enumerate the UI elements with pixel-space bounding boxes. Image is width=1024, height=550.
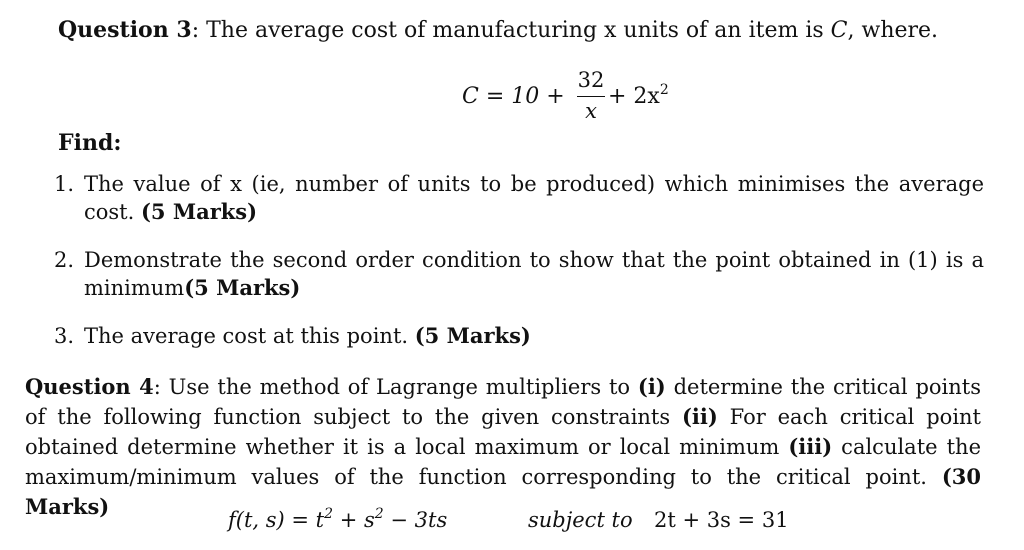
cost-equation-lhs: C = 10 + xyxy=(462,84,565,109)
question-4-text-a: : Use the method of Lagrange multipliers to xyxy=(153,375,638,399)
cost-equation-rhs xyxy=(608,84,669,109)
question-3 xyxy=(58,14,988,47)
objective-function-c: − 3ts xyxy=(383,508,448,532)
question-3-intro-end: , where. xyxy=(847,18,939,43)
item-marks: (5 Marks) xyxy=(140,199,258,224)
item-text xyxy=(84,170,984,226)
fraction-denominator: x xyxy=(585,99,597,123)
cost-equation-rhs-base: + 2x xyxy=(608,84,660,109)
cost-variable: C xyxy=(830,18,848,43)
part-i-label: (i) xyxy=(637,374,666,399)
exponent-t: 2 xyxy=(324,506,334,522)
objective-function xyxy=(228,508,447,532)
objective-function-b: + s xyxy=(333,508,375,532)
question-4-text-d: calculate the maximum/minimum values of the function corresponding to the critical point. xyxy=(25,435,981,489)
item-body: The value of x (ie, number of units to be produced) which minimises the average cost. xyxy=(84,172,984,224)
item-text xyxy=(84,246,984,302)
constraint-equation: 2t + 3s = 31 xyxy=(654,508,789,532)
item-number: 1. xyxy=(54,172,75,196)
question-3-intro: : The average cost of manufacturing x units of an item is xyxy=(191,18,831,43)
find-heading: Find: xyxy=(58,130,122,156)
question-3-items xyxy=(54,170,984,370)
list-item xyxy=(54,322,984,350)
question-3-prompt xyxy=(58,14,988,47)
list-item xyxy=(54,246,984,302)
question-4-text-c: For each critical point obtained determine whether it is a local maximum or local minimum xyxy=(25,405,981,459)
cost-equation-exponent: 2 xyxy=(659,82,669,98)
question-4-label: Question 4 xyxy=(25,374,154,399)
question-4 xyxy=(25,372,981,522)
cost-equation-fraction xyxy=(577,68,605,125)
subject-to-label: subject to xyxy=(528,508,633,532)
exponent-s: 2 xyxy=(374,506,384,522)
item-number: 2. xyxy=(54,248,75,272)
question-4-marks: (30 Marks) xyxy=(25,464,981,519)
list-item xyxy=(54,170,984,226)
part-ii-label: (ii) xyxy=(682,404,718,429)
item-text xyxy=(84,322,984,350)
item-marks: (5 Marks) xyxy=(184,275,301,300)
fraction-numerator: 32 xyxy=(577,68,605,92)
item-body: The average cost at this point. xyxy=(84,324,409,348)
item-number: 3. xyxy=(54,324,75,348)
objective-function-a: f(t, s) = t xyxy=(228,508,325,532)
question-4-text-b: determine the critical points of the following function subject to the given constraints xyxy=(25,375,981,429)
item-body: Demonstrate the second order condition to show that the point obtained in (1) is a minimum xyxy=(84,248,984,300)
item-marks: (5 Marks) xyxy=(414,323,531,348)
lagrange-equation xyxy=(228,506,789,532)
part-iii-label: (iii) xyxy=(788,434,833,459)
question-3-label: Question 3 xyxy=(58,17,192,43)
